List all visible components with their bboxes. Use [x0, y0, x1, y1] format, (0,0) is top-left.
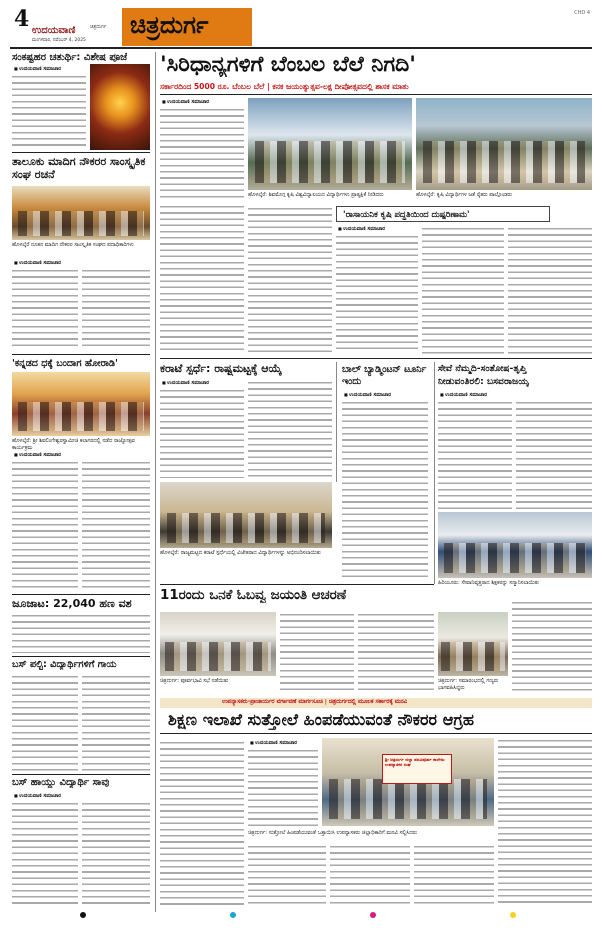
left-divider-1	[12, 152, 150, 153]
left-column-separator	[155, 52, 156, 912]
bus-death-body-a	[12, 801, 78, 907]
lead-body-b	[160, 204, 244, 354]
education-byline: ■ ಉದಯವಾಣಿ ಸಮಾಚಾರ	[250, 740, 297, 747]
education-kicker-bar	[160, 698, 592, 708]
karate-caption: ಹೊಳಲ್ಕೆರೆ: ರಾಜ್ಯಮಟ್ಟದ ಕರಾಟೆ ಸ್ಪರ್ಧೆಯಲ್ಲಿ ವಿಜೇತರಾದ ವಿದ್ಯಾರ್ಥಿಗಳನ್ನು ಅಭಿನಂದಿಸಲಾಯಿತು	[160, 550, 321, 556]
bus-death-headline: ಬಸ್ ಹಾಯ್ದು ವಿದ್ಯಾರ್ಥಿ ಸಾವು	[12, 777, 110, 788]
left-story1-headline: ಸಂಕಷ್ಟಹರ ಚತುರ್ಥಿ: ವಿಶೇಷ ಪೂಜೆ	[12, 52, 128, 63]
badminton-byline: ■ ಉದಯವಾಣಿ ಸಮಾಚಾರ	[344, 392, 391, 399]
left-divider-2	[12, 354, 150, 355]
left-divider-3	[12, 594, 150, 595]
service-body-b	[516, 400, 592, 510]
left-byline-2: ■ ಉದಯವಾಣಿ ಸಮಾಚಾರ	[14, 260, 61, 267]
service-photo	[438, 512, 592, 578]
lead-caption-2: ಹೊಳಲ್ಕೆರೆ: ಕೃಷಿ ವಿದ್ಯಾರ್ಥಿಗಳ ಜತೆ ರೈತರು ಪಾಲ್ಗೊಂಡರು	[416, 192, 513, 198]
karate-body-b	[248, 380, 332, 478]
obavva-headline: 11ರಂದು ಒನಕೆ ಓಬವ್ವ ಜಯಂತಿ ಆಚರಣೆ	[160, 588, 347, 603]
left-story2-headline: ತಾಲೂಕು ಮಾದಿಗ ನೌಕರರ ಸಾಂಸ್ಕೃತಿಕ ಸಂಘ ರಚನೆ	[12, 155, 146, 181]
left-byline-1: ■ ಉದಯವಾಣಿ ಸಮಾಚಾರ	[14, 66, 61, 73]
education-caption: ಚಿತ್ರದುರ್ಗ: ಸುತ್ತೋಲೆ ಹಿಂಪಡೆಯುವಂತೆ ಒತ್ತಾಯಿಸಿ ಉಪನ್ಯಾಸಕರು ಜಿಲ್ಲಾಧಿಕಾರಿಗೆ ಮನವಿ ಸಲ್ಲಿಸಿದರು	[248, 830, 418, 836]
lead-caption-1: ಹೊಳಲ್ಕೆರೆ: ಶಿವಮೊಗ್ಗ ಕೃಷಿ ವಿಶ್ವವಿದ್ಯಾಲಯದ ವಿದ್ಯಾರ್ಥಿಗಳು ಪ್ರಾತ್ಯಕ್ಷಿಕೆ ನೀಡಿದರು	[248, 192, 384, 198]
service-caption: ಹಿರಿಯೂರು: ಸೇವಾನಿವೃತ್ತರಾದ ಶಿಕ್ಷಕರನ್ನು ಸನ್ಮಾನಿಸಲಾಯಿತು	[438, 580, 539, 586]
reg-mark-black	[80, 912, 86, 918]
gambling-headline: ಜೂಜಾಟ: 22,040 ಹಣ ವಶ	[12, 597, 132, 610]
service-headline-1: ಸೇವೆ ನೆಮ್ಮದಿ-ಸಂತೋಷ-ತೃಪ್ತಿ	[438, 363, 527, 374]
chemical-headline-box	[336, 206, 550, 222]
education-kicker: ಉಪನ್ಯಾಸಕರು-ಪ್ರಾಚಾರ್ಯರ ವರ್ಗಾವಣೆ ಮಾರ್ಗಸೂಚಿ | ಚಿತ್ರದುರ್ಗದಲ್ಲಿ ಮೂಲಕ ಸರ್ಕಾರಕ್ಕೆ ಮನವಿ	[222, 699, 408, 705]
lead-body-a	[160, 107, 244, 201]
education-body-a	[160, 740, 244, 906]
left-story1-body	[12, 74, 86, 146]
left-story2-body-b	[82, 268, 150, 350]
lead-rule	[160, 94, 592, 95]
masthead-rule	[10, 47, 592, 49]
reg-mark-magenta	[370, 912, 376, 918]
karate-headline: ಕರಾಟೆ ಸ್ಪರ್ಧೆ: ರಾಷ್ಟ್ರಮಟ್ಟಕ್ಕೆ ಆಯ್ಕೆ	[160, 362, 282, 375]
obavva-body-b	[358, 612, 434, 694]
education-body-b	[248, 748, 318, 828]
mid-rule-2	[160, 584, 434, 585]
bus-accident-body-b	[82, 674, 150, 772]
chemical-body-a	[336, 234, 418, 354]
kannada-body-b	[82, 460, 150, 590]
left-story2-body	[12, 268, 78, 350]
section-title-block	[122, 8, 252, 46]
left-byline-3: ■ ಉದಯವಾಣಿ ಸಮಾಚಾರ	[14, 452, 61, 459]
badminton-headline: ಬಾಲ್ ಬ್ಯಾಡ್ಮಿಂಟನ್ ಟೂರ್ನಿ ಇಂದು	[342, 364, 427, 387]
association-caption: ಹೊಳಲ್ಕೆರೆ ನೂತನ ಮಾದಿಗ ನೌಕರರ ಸಾಂಸ್ಕೃತಿಕ ಸಂಘದ ಪದಾಧಿಕಾರಿಗಳು	[12, 242, 134, 248]
obavva-body-c	[512, 600, 592, 694]
karate-body-a	[160, 388, 244, 478]
chemical-body-c	[508, 226, 592, 354]
education-body-d	[248, 844, 326, 906]
lead-subheadline: ಸರ್ಕಾರದಿಂದ 5000 ರೂ. ಬೆಂಬಲ ಬೆಲೆ | ಕನಕ ಜಯಂತ್ಯುತ್ಸವ-ಲಕ್ಷ ದೀಪೋತ್ಸವದಲ್ಲಿ ಶಾಸಕ ಮಾತು	[160, 82, 409, 91]
date-line: ಮಂಗಳವಾರ, ನವೆಂಬರ್ 4, 2025	[32, 38, 86, 43]
obavva-caption-2: ಚಿತ್ರದುರ್ಗ: ಸಮಾರಂಭದಲ್ಲಿ ಗಣ್ಯರು ಭಾಗವಹಿಸಿದ್ದರು	[438, 678, 499, 691]
karate-photo	[160, 482, 332, 548]
gambling-body	[12, 613, 150, 653]
brand-name: ಉದಯವಾಣಿ	[32, 25, 76, 36]
association-photo	[12, 186, 150, 240]
chemical-headline: 'ರಾಸಾಯನಿಕ ಕೃಷಿ ಪದ್ಧತಿಯಿಂದ ದುಷ್ಪರಿಣಾಮ'	[343, 209, 470, 219]
education-body-c	[498, 738, 592, 906]
mid-separator-1	[336, 362, 337, 482]
ganesha-photo	[90, 64, 150, 150]
left-divider-4	[12, 656, 150, 657]
service-headline-2: ನೀಡುವಂತಿರಲಿ: ಬಸವರಾಜಯ್ಯ	[438, 376, 530, 387]
obavva-photo-2	[438, 612, 508, 676]
registration-marks	[80, 912, 520, 920]
reg-mark-cyan	[230, 912, 236, 918]
education-body-f	[414, 844, 494, 906]
rajyotsava-photo	[12, 372, 150, 436]
lead-body-c	[248, 206, 332, 354]
masthead	[10, 8, 592, 46]
education-body-e	[330, 844, 410, 906]
bus-accident-headline: ಬಸ್ ಪಲ್ಟಿ: ವಿದ್ಯಾರ್ಥಿಗಳಿಗೆ ಗಾಯ	[12, 659, 117, 670]
education-rule	[160, 733, 592, 734]
bus-death-body-b	[82, 801, 150, 907]
lead-headline: 'ಸಿರಿಧಾನ್ಯಗಳಿಗೆ ಬೆಂಬಲ ಬೆಲೆ ನಿಗದಿ'	[160, 52, 416, 76]
section-title: ಚಿತ್ರದುರ್ಗ	[130, 11, 209, 39]
lead-byline: ■ ಉದಯವಾಣಿ ಸಮಾಚಾರ	[162, 99, 209, 106]
left-byline-4: ■ ಉದಯವಾಣಿ ಸಮಾಚಾರ	[14, 793, 61, 800]
page-number: 4	[14, 6, 30, 32]
reg-mark-yellow	[510, 912, 516, 918]
karate-byline: ■ ಉದಯವಾಣಿ ಸಮಾಚಾರ	[162, 380, 209, 387]
lead-bottom-rule	[160, 358, 592, 359]
lead-photo-2	[416, 98, 592, 190]
obavva-body-a	[280, 612, 354, 694]
chemical-body-b	[422, 226, 504, 354]
bus-accident-body-a	[12, 674, 78, 772]
obavva-photo-1	[160, 612, 276, 676]
lead-photo-1	[248, 98, 412, 190]
edition-tag: ಚಿತ್ರದುರ್ಗ	[90, 24, 107, 30]
page-code: CHD 4	[574, 10, 590, 16]
badminton-body-a	[342, 400, 428, 582]
rajyotsava-caption: ಹೊಳಲ್ಕೆರೆ: ಶ್ರೀ ಶಿವಲಿಂಗೇಶ್ವರಸ್ವಾಮೀಜಿ ಕಲಾಗರದಲ್ಲಿ ನಡೆದ ರಾಜ್ಯೋತ್ಸವ ಕಾರ್ಯಕ್ರಮ	[12, 438, 135, 451]
kannada-body-a	[12, 460, 78, 590]
protest-banner	[382, 754, 452, 784]
service-body-a	[438, 400, 512, 510]
service-byline: ■ ಉದಯವಾಣಿ ಸಮಾಚಾರ	[440, 392, 487, 399]
left-divider-5	[12, 774, 150, 775]
kannada-headline: 'ಕನ್ನಡದ ಧಕ್ಕೆ ಬಂದಾಗ ಹೋರಾಡಿ'	[12, 358, 118, 369]
chemical-byline: ■ ಉದಯವಾಣಿ ಸಮಾಚಾರ	[338, 226, 385, 233]
education-headline: ಶಿಕ್ಷಣ ಇಲಾಖೆ ಸುತ್ತೋಲೆ ಹಿಂಪಡೆಯುವಂತೆ ನೌಕರರ ಆಗ್ರಹ	[168, 710, 475, 729]
mid-separator-2	[434, 362, 435, 584]
education-photo	[322, 738, 494, 826]
obavva-caption-1: ಚಿತ್ರದುರ್ಗ: ಪೂರ್ವಭಾವಿ ಸಭೆ ನಡೆಯಿತು	[160, 678, 229, 684]
protest-banner-text: ಶ್ರೀ ಚಿತ್ರದುರ್ಗ ಜಿಲ್ಲಾ ಪದವಿಪೂರ್ವ ಕಾಲೇಜು ಉಪನ್ಯಾಸಕರ ಸಂಘ	[385, 757, 445, 768]
